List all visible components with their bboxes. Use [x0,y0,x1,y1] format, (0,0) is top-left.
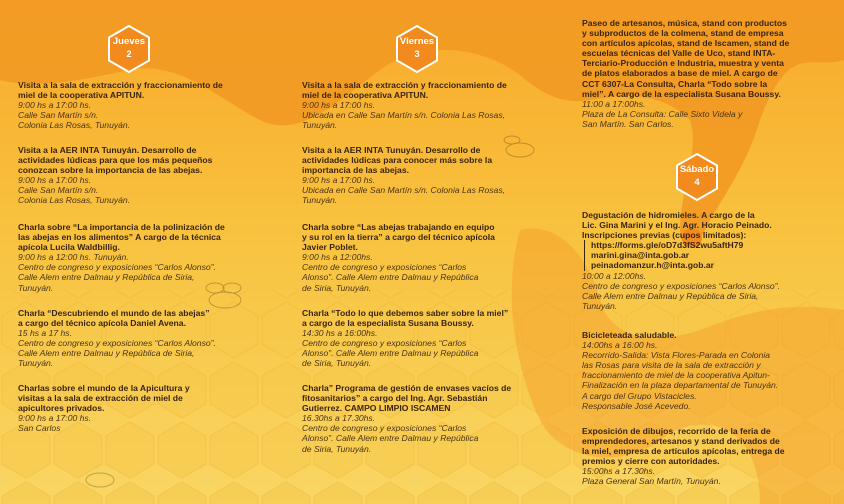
event-title: Charla sobre “Las abejas trabajando en equipo [302,222,495,232]
event-place: Calle Alem entre Dalmau y República de Siria, [18,272,195,283]
event-title: fitosanitarios” a cargo del Ing. Agr. Sebastián [302,393,488,404]
day-badge [674,152,720,202]
event-place: de Siria, Tunuyán. [302,443,372,454]
event-place: Centro de congreso y exposiciones “Carlos [302,262,467,273]
event-place: Centro de congreso y exposiciones “Carlos [302,423,467,434]
event-title: Charla “Todo lo que debemos saber sobre la miel” [302,308,509,318]
registration-link[interactable]: https://forms.gle/oD7d3fS2wu5aftH79 [584,240,780,250]
event-time: 16.30hs a 17.30hs. [302,413,376,424]
event-time: 9:00 hs a 17:00 hs. [18,100,92,111]
event-title: Charla “Descubriendo el mundo de las abejas” [18,308,210,318]
event-item [18,383,190,433]
event-place: de Siria, Tunuyán. [302,358,372,369]
event-title: Terciario-Producción e Industria, muestra y venta [582,58,784,69]
event-place: Tunuyán. [302,120,338,131]
event-place: Centro de congreso y exposiciones “Carlos Alonso”. [582,280,780,291]
event-title: actividades lúdicas para que los más pequeños [18,155,213,166]
event-place: Colonia Las Rosas, Tunuyán. [18,120,131,131]
event-title: Bicicleteada saludable. [582,330,677,340]
event-place: Plaza General San Martín, Tunuyán. [582,476,721,487]
event-item [302,383,511,454]
event-place: Centro de congreso y exposiciones “Carlos Alonso”. [18,338,216,349]
event-item [582,330,778,411]
event-title: importancia de las abejas. [302,165,409,176]
event-title: apicultores privados. [18,403,105,414]
event-item [18,308,216,369]
event-place: Ubicada en Calle San Martín s/n. Colonia Las Rosas, [302,185,506,196]
event-place: Centro de congreso y exposiciones “Carlos [302,338,467,349]
event-title: escuelas técnicas del Valle de Uco, stand INTA- [582,48,776,59]
event-title: las abejas en los alimentos” A cargo de la técnica [18,232,221,243]
event-title: apícola Lucila Waldbillig. [18,242,120,253]
event-place: Calle San Martín s/n. [18,185,99,196]
event-title: Visita a la sala de extracción y fraccionamiento de [302,80,507,90]
badge-number: 3 [414,49,420,60]
event-place: Responsable José Acevedo. [582,400,691,411]
event-time: 11:00 a 17:00hs. [582,98,646,109]
event-place: Alonso”. Calle Alem entre Dalmau y República [302,433,479,444]
column-saturday [582,0,814,504]
event-place: fraccionamiento de miel de la cooperativa Apitun- [582,370,770,381]
event-title: Charla sobre “La importancia de la polinización de [18,222,225,232]
event-title: la miel, empresa de artículos apícolas, entrega de [582,446,785,457]
event-item [302,145,505,206]
email-link[interactable]: marini.gina@inta.gob.ar [584,250,780,260]
event-title: miel de la cooperativa APITUN. [302,90,429,101]
event-title: de platos elaborados a base de miel. A cargo de [582,68,778,79]
email-link[interactable]: peinadomanzur.h@inta.gob.ar [584,260,780,270]
event-title: Degustación de hidromieles. A cargo de la [582,210,755,220]
event-title: con artículos apícolas, stand de Iscamen, stand de [582,38,790,49]
event-title: Javier Poblet. [302,242,358,253]
badge-day: Sábado [679,164,715,175]
event-title: miel”. A cargo de la especialista Susana Boussy. [582,88,781,99]
event-place: Ubicada en Calle San Martín s/n. Colonia Las Rosas, [302,110,506,121]
event-place: San Martín. San Carlos. [582,118,674,129]
event-place: Alonso”. Calle Alem entre Dalmau y República [302,272,479,283]
event-title: actividades lúdicas para conocer más sobre la [302,155,493,166]
event-time: 9:00 hs a 17:00 hs. [18,413,92,424]
badge-number: 2 [126,49,132,60]
event-title: Paseo de artesanos, música, stand con productos [582,18,787,28]
event-place: de Siria, Tunuyán. [302,282,372,293]
event-place: las Rosas para visita de la sala de extracción y [582,360,761,371]
event-title: Gutierrez. CAMPO LIMPIO ISCAMEN [302,403,451,414]
badge-day: Jueves [112,36,146,47]
event-title: CCT 6307-La Consulta, Charla “Todo sobre la [582,78,768,89]
event-place: Tunuyán. [18,282,54,293]
event-time: 14:30 hs a 16:00hs. [302,328,378,339]
event-place: A cargo del Grupo Vistacicles. [582,390,697,401]
event-title: miel de la cooperativa APITUN. [18,90,145,101]
event-place: Calle Alem entre Dalmau y República de Siria, [582,290,759,301]
event-item [302,222,495,293]
event-title: Charlas sobre el mundo de la Apicultura y [18,383,190,393]
event-title: Visita a la AER INTA Tunuyán. Desarrollo de [302,145,481,155]
event-place: Tunuyán. [302,195,338,206]
event-item [302,308,508,369]
event-time: 9:00 hs a 17:00 hs. [302,175,376,186]
event-time: 9:00 hs a 17:00 hs. [302,100,376,111]
event-item [18,80,223,130]
event-place: Finalización en la plaza departamental de Tunuyán. [582,380,779,391]
event-time: 15:00hs a 17.30hs. [582,466,656,477]
event-place: Plaza de La Consulta: Calle Sixto Videla y [582,108,743,119]
event-place: Centro de congreso y exposiciones “Carlos Alonso”. [18,262,216,273]
event-title: Lic. Gina Marini y el Ing. Agr. Horacio Peinado. [582,220,772,231]
event-place: Tunuyán. [18,358,54,369]
event-place: Calle Alem entre Dalmau y República de Siria, [18,348,195,359]
event-place: Tunuyán. [582,300,618,311]
day-badge [106,24,152,74]
event-place: San Carlos [18,423,61,434]
event-title: y su rol en la tierra” a cargo del técnico apícola [302,232,495,243]
event-place: Recorrido-Salida: Vista Flores-Parada en Colonia [582,350,771,361]
event-title: visitas a la sala de extracción de miel de [18,393,183,404]
event-place: Alonso”. Calle Alem entre Dalmau y República [302,348,479,359]
column-friday [302,0,542,504]
event-title: Charla” Programa de gestión de envases vacíos de [302,383,512,393]
event-title: y subproductos de la colmena, stand de empresa [582,28,784,39]
badge-day: Viernes [399,36,435,47]
event-time: 14:00hs a 16:00 hs. [582,340,658,351]
event-item [582,210,780,311]
event-item [582,18,789,129]
event-title: Visita a la AER INTA Tunuyán. Desarrollo de [18,145,197,155]
event-title: Exposición de dibujos, recorrido de la feria de [582,426,771,436]
event-time: 15 hs a 17 hs. [18,328,72,339]
event-place: Colonia Las Rosas, Tunuyán. [18,195,131,206]
event-item [302,80,507,130]
event-time: 9:00 hs a 12:00 hs. Tunuyán. [18,252,129,263]
event-title: Visita a la sala de extracción y fraccionamiento de [18,80,223,90]
event-title: Inscripciones previas (cupos limitados): [582,230,747,241]
event-item [18,222,225,293]
event-item [18,145,212,206]
event-time: 9:00 hs a 17:00 hs. [18,175,92,186]
event-title: premios y cierre con autoridades. [582,456,720,467]
event-title: a cargo del técnico apícola Daniel Avena. [18,318,186,329]
event-place: Calle San Martín s/n. [18,110,99,121]
event-title: a cargo de la especialista Susana Boussy. [302,318,474,329]
column-thursday [18,0,258,504]
event-time: 9:00 hs a 12:00hs. [302,252,373,263]
day-badge [394,24,440,74]
event-title: emprendedores, artesanos y stand derivados de [582,436,780,447]
event-item [582,426,785,487]
event-time: 10:00 a 12:00hs. [582,270,647,281]
event-title: conozcan sobre la importancia de las abejas. [18,165,203,176]
badge-number: 4 [694,177,700,188]
